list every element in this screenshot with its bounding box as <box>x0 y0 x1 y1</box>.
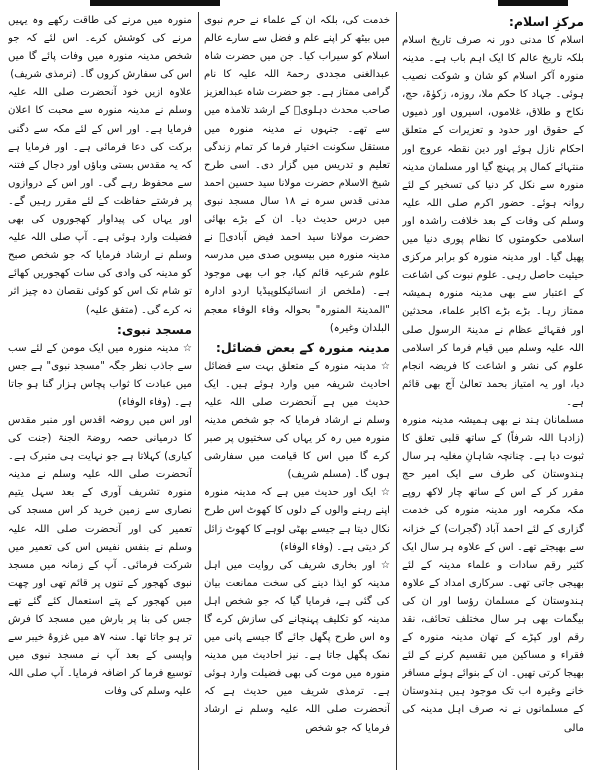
paragraph: ☆ مدینہ منورہ میں ایک مومن کے لئے سب سے جاذب نظر جگہ "مسجد نبوی" ہے جس میں عبادت کا ثواب پچاس ہزار گنا ہو جاتا ہے۔ (وفاء الوفاء) <box>8 342 192 408</box>
paragraph: علاوہ ازیں خود آنحضرت صلی اللہ علیہ وسلم نے مدینہ منورہ سے محبت کا اعلان فرمایا ہے۔ اور اس کے لئے مکہ سے دگنی برکت کی دعا فرمائی ہے۔ اور فرمایا ہے کہ یہ مقدس بستی وباؤں اور دجال کے فتنہ سے محفوظ رہے گی۔ اور اس کے دروازوں پر فرشتے حفاظت کے لئے مقرر رہیں گے۔ اور یہاں کی پیداوار کھجوروں کی بھی فضیلت وارد ہوئی ہے۔ آپ صلی اللہ علیہ وسلم نے ارشاد فرمایا کہ جو شخص صبح کو مدینہ کی وادی کی سات کھجوریں کھائے تو شام تک اس کو کوئی نقصان دہ چیز اثر نہ کرے گی۔ (متفق علیہ) <box>8 87 192 316</box>
column-right <box>402 12 584 772</box>
column-divider <box>396 12 397 770</box>
paragraph: ☆ ایک اور حدیث میں ہے کہ مدینہ منورہ اپنے رہنے والوں کے دلوں کا کھوٹ اس طرح نکال دیتا ہے جیسے بھٹی لوہے کا کھوٹ زائل کر دیتی ہے۔ (وفاء الوفاء) <box>204 487 390 553</box>
paragraph: منورہ میں مرنے کی طاقت رکھے وہ یہیں مرنے کی کوشش کرے۔ اس لئے کہ جو شخص مدینہ منورہ میں وفات پائے گا میں اس کی سفارش کروں گا۔ (ترمذی شریف) <box>8 15 192 81</box>
paragraph: ☆ اور بخاری شریف کی روایت میں اہل مدینہ کو ایذا دینے کی سخت ممانعت بیان کی گئی ہے، فرمایا گیا کہ جو شخص اہل مدینہ کو تکلیف پہنچانے کی سازش کرے گا وہ اس طرح پگھل جائے گا جیسے پانی میں نمک پگھل جاتا ہے۔ نیز احادیث میں مدینہ منورہ میں موت کی بھی فضیلت وارد ہوئی ہے۔ ترمذی شریف میں حدیث ہے کہ آنحضرت صلی اللہ علیہ وسلم نے ارشاد فرمایا کہ جو شخص <box>204 559 390 734</box>
paragraph: مسلمانان ہند نے بھی ہمیشہ مدینہ منورہ (زادہا اللہ شرفاً) کے ساتھ قلبی تعلق کا ثبوت دیا ہے۔ چنانچہ شاہانِ مغلیہ ہر سال ہندوستان کی طرف سے ایک امیر حج مقرر کر کے اس کے ساتھ چار لاکھ روپے مکہ مکرمہ اور مدینہ منورہ کی خدمت گزاری کے لئے احمد آباد (گجرات) کے خزانہ سے بھیجتے تھے۔ اس کے علاوہ ہر سال ایک کثیر رقم سادات و علماء مدینہ کے لئے بھیجی جاتی تھی۔ سرکاری امداد کے علاوہ ہندوستان کے مسلمان رؤسا اور ان کی بیگمات بھی ہر سال مختلف تحائف، نقد رقم اور کپڑے کے تھان مدینہ منورہ کے فقراء و مساکین میں تقسیم کرنے کے لئے بھیجا کرتی تھیں۔ ان کے بنوائے ہوئے مسافر خانے وغیرہ اب تک موجود ہیں ہندوستان کے مسلمانوں نے نہ صرف اہل مدینہ کی مالی <box>402 414 584 734</box>
paragraph: اسلام کا مدنی دور نہ صرف تاریخ اسلام بلکہ تاریخ عالم کا ایک اہم باب ہے۔ مدینہ منورہ آکر اسلام کو شان و شوکت نصیب ہوئی۔ جہاد کا حکم ملا، روزہ، زکوٰۃ، حج، نکاح و طلاق، غلاموں، اسیروں اور ذمیوں کے حقوق اور حدود و تعزیرات کے متعلق احکام نازل ہوئے اور دین نقطہ عروج اور منتہائے کمال پر پہنچ گیا اور مسلمان مدینہ منورہ سے نکل کر دنیا کی تسخیر کے لئے روانہ ہوئے۔ حضور اکرم صلی اللہ علیہ وسلم کی وفات کے بعد خلافت راشدہ اور اسلامی حکومتوں کا نظام پوری دنیا میں پھیل گیا۔ اور مدینہ منورہ کو برابر مرکزی حیثیت حاصل رہی۔ علوم نبوت کی اشاعت کے اعتبار سے بھی مدینہ منورہ ہمیشہ ممتاز رہا۔ بڑے بڑے اکابر علماء، محدثین اور فقہائے عظام نے مدینۃ الرسول صلی اللہ علیہ وسلم میں قیام فرما کر اسلامی علوم کی نشر و اشاعت کا فریضہ انجام دیا، اور یہ امتیاز بحمد تعالیٰ آج بھی قائم ہے۔ <box>402 35 584 408</box>
paragraph: ☆ مدینہ منورہ کے متعلق بہت سے فضائل احادیث شریفہ میں وارد ہوئے ہیں۔ ایک حدیث میں ہے آنحضرت صلی اللہ علیہ وسلم نے ارشاد فرمایا کہ جو شخص مدینہ منورہ میں رہ کر یہاں کی سختیوں پر صبر کرے گا میں اس کا قیامت میں سفارشی ہوں گا۔ (مسلم شریف) <box>204 360 390 481</box>
section-heading: مدینہ منورہ کے بعض فضائل: <box>215 339 390 355</box>
section-heading: مرکزِ اسلام: <box>508 14 584 29</box>
header-ornament-bar <box>0 0 590 9</box>
paragraph: اور اس میں روضہ اقدس اور منبر مقدس کا درمیانی حصہ روضۃ الجنۃ (جنت کی کیاری) کہلاتا ہے جو نہایت ہی متبرک ہے۔ آنحضرت صلی اللہ علیہ وسلم نے مدینہ منورہ تشریف آوری کے بعد سہل یتیم نصاری سے زمین خرید کر اس مسجد کی تعمیر کی اور آنحضرت صلی اللہ علیہ وسلم نے بنفس نفیس اس کی تعمیر میں شرکت فرمائی۔ آپ کے زمانہ میں مسجد نبوی کھجور کے تنوں پر قائم تھی اور چھت میں کھجور کے پتے استعمال کئے گئے تھے جس کی بنا پر بارش میں مسجد کا فرش تر ہو جاتا تھا۔ سنہ ۷ھ میں غزوۂ خیبر سے واپسی کے بعد آپ نے مسجد نبوی میں توسیع فرما کر اضافہ فرمایا۔ آپ صلی اللہ علیہ وسلم کی وفات <box>8 414 192 698</box>
column-middle <box>204 12 390 772</box>
paragraph: خدمت کی، بلکہ ان کے علماء نے حرم نبوی میں بیٹھ کر اپنے علم و فضل سے سارے عالم اسلام کو سیراب کیا۔ جن میں حضرت شاہ عبدالغنی مجددی رحمۃ اللہ علیہ کا نام گرامی ممتاز ہے۔ جو حضرت شاہ عبدالعزیز صاحب محدث دہلویؒ کے ارشد تلامذہ میں سے تھے۔ جنہوں نے مدینہ منورہ میں مستقل سکونت اختیار فرما کر تمام زندگی تعلیم و تدریس میں گزار دی۔ اسی طرح شیخ الاسلام حضرت مولانا سید حسین احمد مدنی قدس سرہ نے ۱۸ سال مسجد نبوی میں درس حدیث دیا۔ ان کے بڑے بھائی حضرت مولانا سید احمد فیض آبادیؒ نے مدینہ منورہ میں بیسویں صدی میں مدرسہ علوم شرعیہ قائم کیا، جو اب بھی موجود ہے۔ (ملخص از انسائیکلوپیڈیا اردو ادارہ "المدینۃ المنورہ" بحوالہ وفاء الوفاء معجم البلدان وغیرہ) <box>204 15 390 334</box>
column-divider <box>198 12 199 770</box>
column-left <box>8 12 192 772</box>
section-heading: مسجد نبوی: <box>116 321 192 337</box>
